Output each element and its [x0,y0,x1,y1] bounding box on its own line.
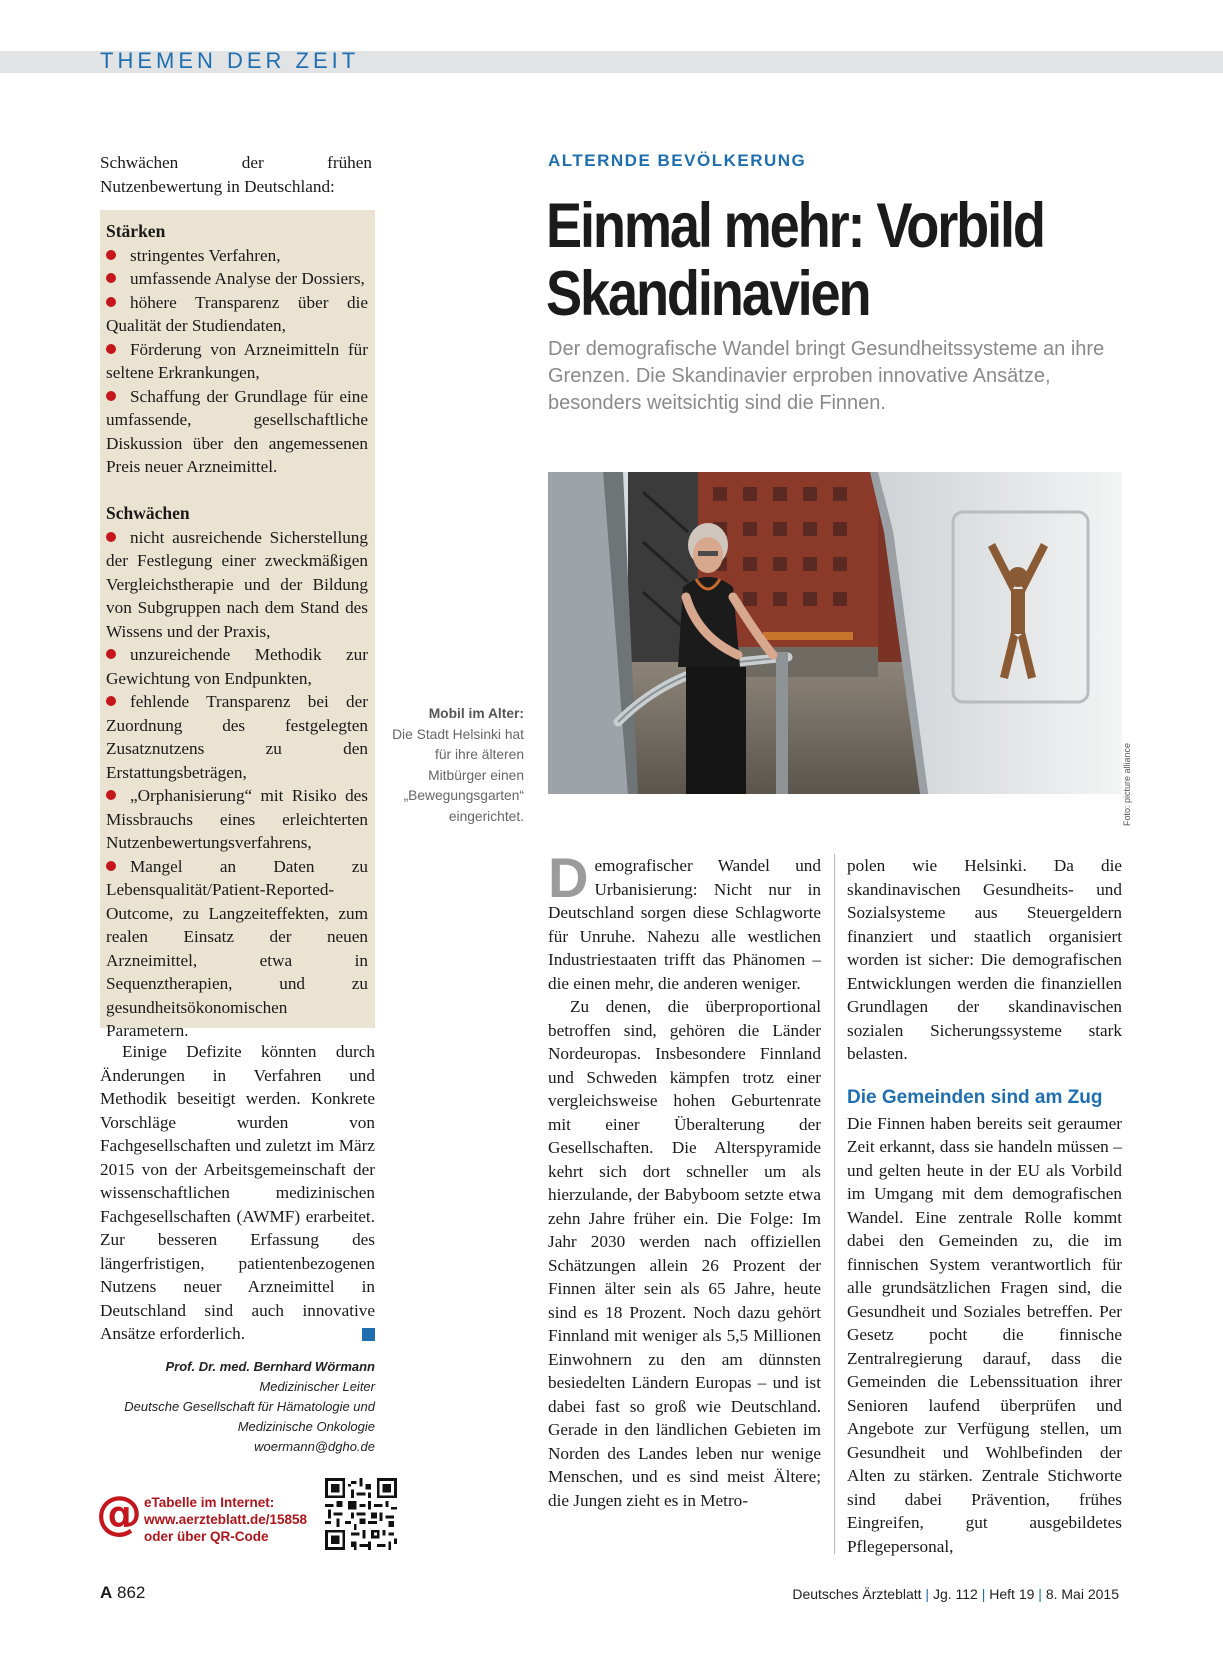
photo-caption [390,704,524,827]
column-divider [834,854,835,1554]
weaknesses-list [106,526,368,1043]
footer-journal: Deutsches Ärzteblatt [792,1586,922,1602]
article-headline [546,192,1062,328]
strengths-heading: Stärken [106,221,166,241]
author-org-line1: Deutsche Gesellschaft für Hämatologie und [124,1399,375,1414]
photo-credit: Foto: picture alliance [1122,742,1132,826]
bullet-icon [106,344,116,354]
strengths-list [106,244,368,479]
bullet-icon [106,297,116,307]
footer-date: 8. Mai 2015 [1045,1586,1119,1602]
strengths-weaknesses-box [100,210,375,1040]
list-item: „Orphanisierung“ mit Risiko des Missbrauchs eines erleichterten Nutzenbewertungsverfahrens, [106,786,368,852]
article-lead: Der demografische Wandel bringt Gesundheitssysteme an ihre Grenzen. Die Skandinavier erproben innovative Ansätze, besonders weitsichtig sind die Finnen. [548,338,1105,414]
footer-issue: Heft 19 [989,1586,1035,1602]
author-org-line2: Medizinische Onkologie [237,1419,375,1434]
article-kicker: ALTERNDE BEVÖLKERUNG [548,151,807,170]
etabelle-line3: oder über QR-Code [144,1529,269,1544]
caption-title: Mobil im Alter: [428,706,524,721]
at-sign-icon: @ [96,1486,142,1540]
author-role: Medizinischer Leiter [259,1379,375,1394]
author-name: Prof. Dr. med. Bernhard Wörmann [165,1359,375,1374]
etabelle-link[interactable]: www.aerzteblatt.de/15858 [144,1512,308,1527]
headline-line1: Einmal mehr: Vorbild [546,191,1044,261]
caption-text: Die Stadt Helsinki hat für ihre älteren Mitbürger einen „Bewegungsgarten“ eingerichtet. [392,726,524,824]
footer-volume: Jg. 112 [932,1586,978,1602]
bullet-icon [106,861,116,871]
list-item: höhere Transparenz über die Qualität der Studiendaten, [106,292,368,335]
paragraph-4: Die Finnen haben bereits seit geraumer Zeit erkannt, dass sie handeln müssen – und gelten heute in der EU als Vorbild im Umgang mit dem demografischen Wandel. Eine zentrale Rolle kommt dabei den Gemeinden zu, die im finnischen System verantwortlich für alle grundsätzlichen Fragen sind, die Gesundheit und Soziales betreffen. Per Gesetz pocht die finnische Zentralregierung darauf, dass die Gemeinden die Lebenssituation ihrer Senioren laufend überprüfen und Angebote zur Verfügung stellen, um Gesundheit und Wohlbefinden der Alten zu stärken. Zentrale Stichworte sind dabei Prävention, frühes Eingreifen, gut ausgebildetes Pflegepersonal, [847,1113,1122,1556]
paragraph-1: Demografischer Wandel und Urbanisierung: Nicht nur in Deutschland sorgen diese Schlagworte für Unruhe. Nahezu alle westlichen Industriestaaten trifft das Phänomen – die einen mehr, die anderen weniger. [548,846,821,993]
bullet-icon [106,250,116,260]
list-item: unzureichende Methodik zur Gewichtung von Endpunkten, [106,645,368,688]
end-mark-icon [362,1328,375,1341]
article-column-2 [847,854,1122,1558]
paragraph-2: Zu denen, die überproportional betroffen sind, gehören die Länder Nordeuropas. Insbesondere Finnland und Schweden kämpfen trotz einer vergleichsweise hohen Geburtenrate mit einer Überalterung der Gesellschaften. Die Alterspyramide kehrt sich dort schneller um als hierzulande, der Babyboom setzte etwa zehn Jahre früher ein. Die Folge: Im Jahr 2030 werden nach offiziellen Schätzungen allein 26 Prozent der Finnen älter sein als 65 Jahre, heute sind es 18 Prozent. Noch dazu gehört Finnland mit weniger als 5,5 Millionen Einwohnern zu den am dünnsten besiedelten Ländern Europas – und ist dabei fast so groß wie Deutschland. Gerade in den ländlichen Gebieten im Norden des Landes leben nur wenige Menschen, und es sind meist Ältere; die Jungen zieht es in Metro- [548,997,821,1510]
list-item: Mangel an Daten zu Lebensqualität/Patient-Reported-Outcome, zu Langzeiteffekten, zum realen Einsatz der neuen Arzneimittel, etwa in Sequenztherapien, und zu gesundheitsökonomischen Parametern. [106,856,368,1040]
list-item: umfassende Analyse der Dossiers, [106,267,368,291]
closing-paragraph: Einige Defizite könnten durch Änderungen in Verfahren und Methodik beseitigt werden. Konkrete Vorschläge wurden von Fachgesellschaften und zuletzt im März 2015 von der Arbeitsgemeinschaft der wissenschaftlichen medizinischen Fachgesellschaften (AWMF) erarbeitet. Zur besseren Erfassung des längerfristigen, patientenbezogenen Nutzens neuer Arzneimittel in Deutschland sind auch innovative Ansätze erforderlich. [100,1042,375,1343]
footer-issue-info: Deutsches Ärzteblatt | Jg. 112 | Heft 19 | 8. Mai 2015 [792,1586,1119,1602]
page-number: A 862 [100,1583,146,1602]
section-title: THEMEN DER ZEIT [100,48,360,73]
article-column-1 [548,846,821,1512]
author-email: woermann@dgho.de [254,1439,375,1454]
bullet-icon [106,532,116,542]
etabelle-box [96,1488,326,1550]
bullet-icon [106,391,116,401]
subheading: Die Gemeinden sind am Zug [847,1086,1103,1108]
list-item: Förderung von Arzneimitteln für seltene Erkrankungen, [106,339,368,382]
bullet-icon [106,649,116,659]
bullet-icon [106,696,116,706]
qr-code-icon[interactable] [325,1478,397,1550]
article-photo [548,472,1122,794]
paragraph-3: polen wie Helsinki. Da die skandinavischen Gesundheits- und Sozialsysteme aus Steuergeldern finanziert und staatlich organisiert worden ist sicher: Die demografischen Entwicklungen werden die finanziellen Grundlagen der skandinavischen sozialen Sicherungssysteme stark belasten. [847,856,1122,1063]
list-item: Schaffung der Grundlage für eine umfassende, gesellschaftliche Diskussion über den angemessenen Preis neuer Arzneimittel. [106,386,368,476]
list-item: nicht ausreichende Sicherstellung der Festlegung einer zweckmäßigen Vergleichstherapie und der Bildung von Subgruppen nach dem Stand des Wissens und der Praxis, [106,527,368,641]
author-block [100,1357,375,1457]
bullet-icon [106,790,116,800]
headline-line2: Skandinavien [546,259,870,329]
drop-cap: D [548,846,589,909]
weaknesses-heading: Schwächen [106,503,190,523]
list-item: fehlende Transparenz bei der Zuordnung des festgelegten Zusatznutzens zu den Erstattungsbeträgen, [106,692,368,782]
etabelle-line1: eTabelle im Internet: [144,1495,275,1510]
bullet-icon [106,273,116,283]
list-item: stringentes Verfahren, [106,244,368,268]
intro-text: Schwächen der frühen Nutzenbewertung in Deutschland: [100,153,372,196]
